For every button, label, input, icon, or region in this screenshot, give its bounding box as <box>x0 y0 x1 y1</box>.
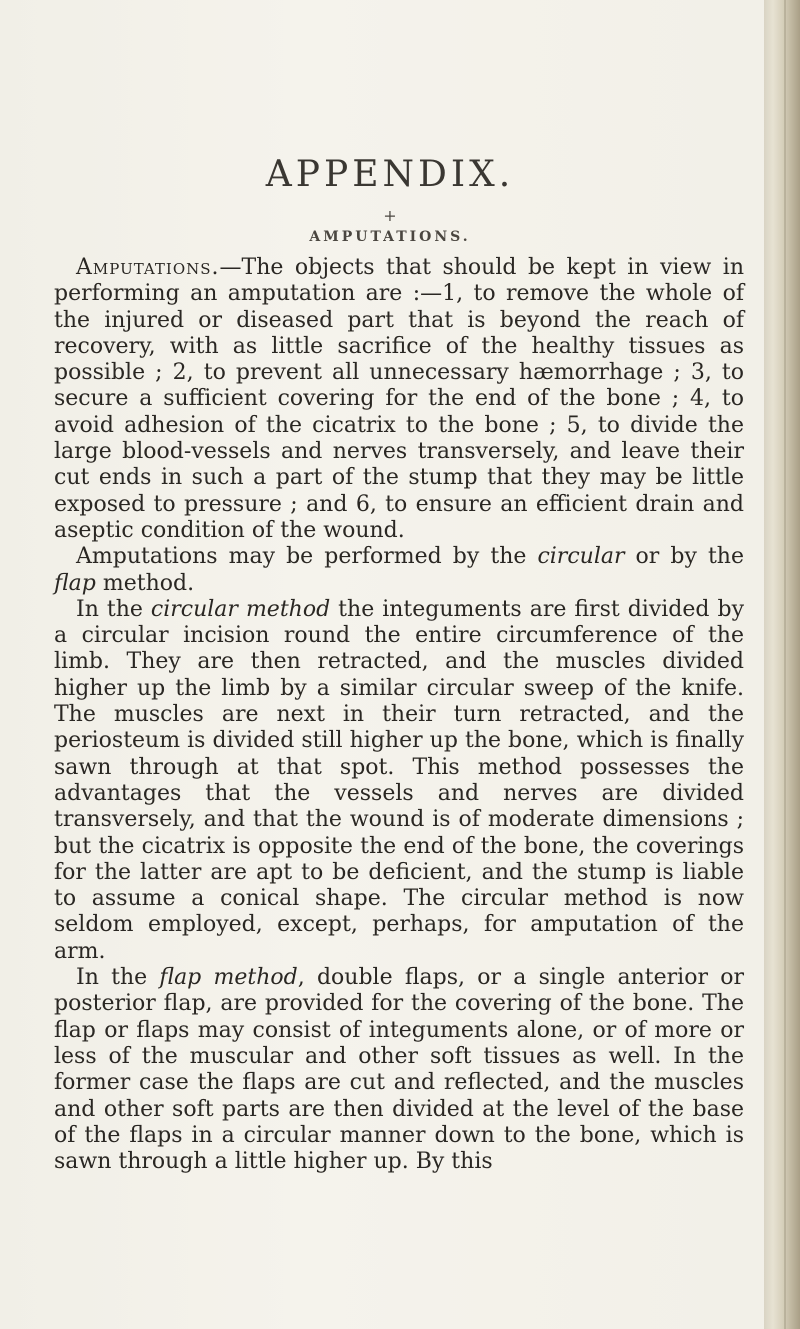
paragraph-text: the integuments are first divided by a circular incision round the entire circumference of the limb. They are then retracted, and the muscles divided higher up the limb by a similar circular sweep of the knife. The muscles are next in their turn retracted, and the periosteum is divided still higher up the bone, which is finally sawn through at that spot. This method possesses the advantages that the vessels and nerves are divided transversely, and that the wound is of moderate dimensions ; but the cicatrix is opposite the end of the bone, the coverings for the latter are apt to be deficient, and the stump is liable to assume a conical shape. The circular method is now seldom employed, except, perhaps, for amputation of the arm. <box>54 596 744 964</box>
paragraph-text: or by the <box>624 544 744 570</box>
term-flap-method: flap method <box>159 965 298 991</box>
page-edge-shadow <box>784 0 786 1329</box>
paragraph-text: Amputations may be performed by the <box>76 544 538 570</box>
paragraph-objects <box>54 255 744 544</box>
term-circular-method: circular method <box>150 596 331 622</box>
term-circular: circular <box>537 544 625 570</box>
page-edge <box>764 0 800 1329</box>
paragraph-flap-method <box>54 965 744 1175</box>
paragraph-text: In the <box>76 965 160 991</box>
paragraph-text: method. <box>95 570 195 596</box>
body-text <box>54 255 744 1175</box>
section-heading: AMPUTATIONS. <box>309 229 471 245</box>
paragraph-circular-method <box>54 597 744 965</box>
paragraph-text: , double flaps, or a single anterior or posterior flap, are provided for the covering of the bone. The flap or flaps may consist of integuments alone, or of more or less of the muscular and other soft tissues as well. In the former case the flaps are cut and reflected, and the muscles and other soft parts are then divided at the level of the base of the flaps in a circular manner down to the bone, which is sawn through a little higher up. By this <box>54 965 744 1175</box>
paragraph-text: —The objects that should be kept in view in performing an amputation are :—1, to remove the whole of the injured or diseased part that is beyond the reach of recovery, with as little sacrifice of the healthy tissues as possible ; 2, to prevent all unnecessary hæmorrhage ; 3, to secure a sufficient covering for the end of the bone ; 4, to avoid adhesion of the cicatrix to the bone ; 5, to divide the large blood-vessels and nerves transversely, and leave their cut ends in such a part of the stump that they may be little exposed to pressure ; and 6, to ensure an efficient drain and aseptic condition of the wound. <box>54 255 744 543</box>
paragraph-text: In the <box>76 596 151 622</box>
page-title: APPENDIX. <box>265 154 515 195</box>
ornament-divider: + <box>383 206 397 225</box>
term-flap: flap <box>54 570 96 596</box>
paragraph-lead: Amputations. <box>76 255 220 280</box>
paragraph-methods <box>54 544 744 597</box>
